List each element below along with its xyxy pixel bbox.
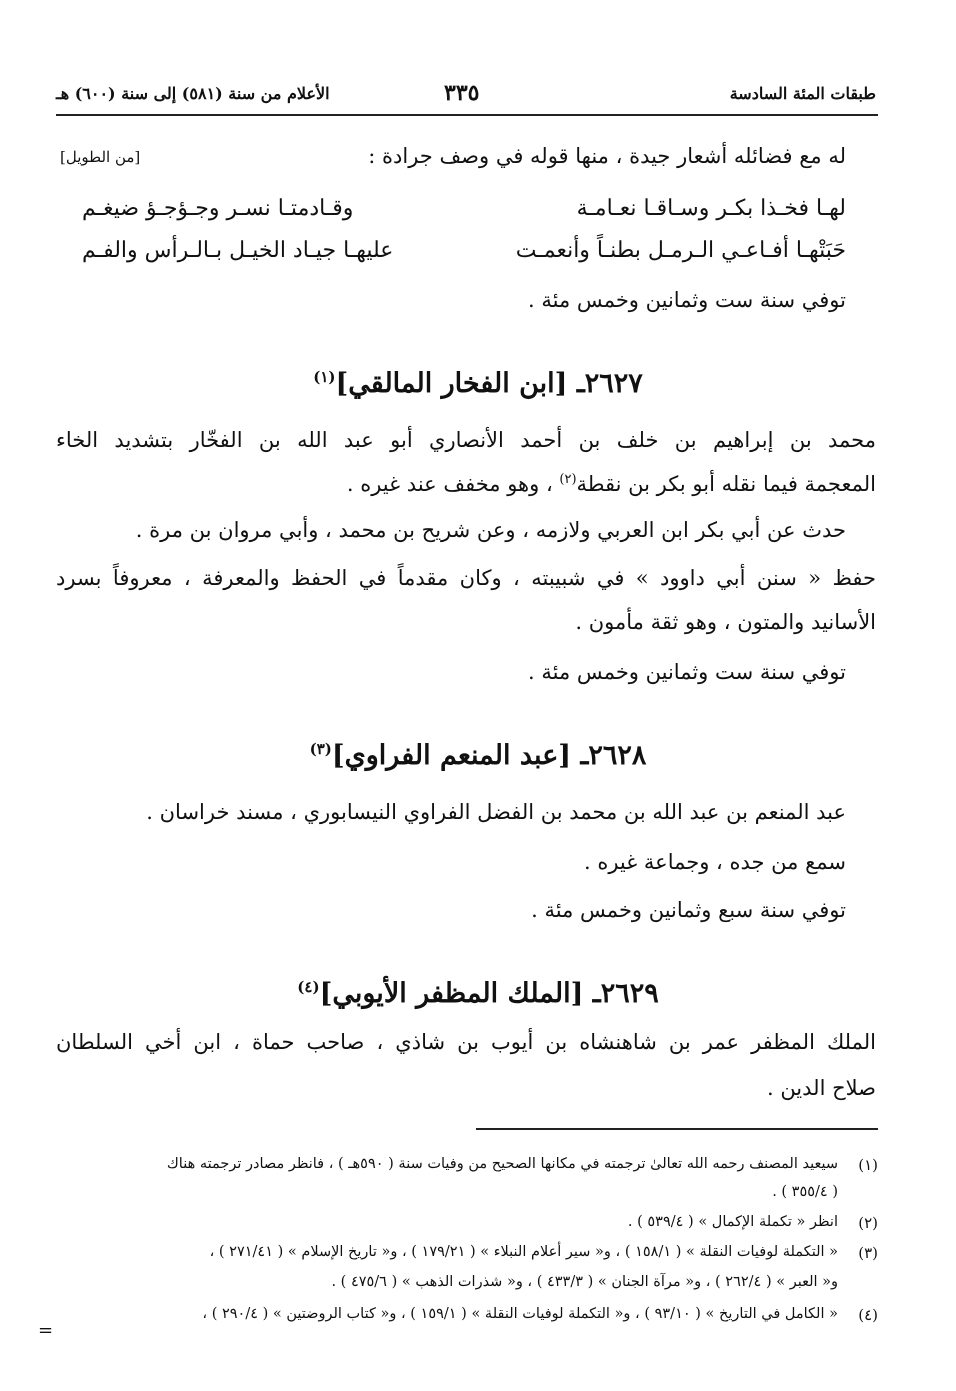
entry-2629-line-1: الملك المظفر عمر بن شاهنشاه بن أيوب بن شاذي ، صاحب حماة ، ابن أخي السلطان: [56, 1030, 876, 1054]
page-number: ٣٣٥: [444, 80, 480, 106]
entry-2627-line-2: المعجمة فيما نقله أبو بكر بن نقطة$^{(٢)}$ ، وهو مخفف عند غيره .: [346, 472, 876, 496]
footnote-number-1: (١): [858, 1156, 878, 1174]
entry-heading-2627: ٢٦٢٧ـ [ابن الفخار المالقي]$^{(١)}$: [313, 368, 643, 399]
meter-label: [من الطويل]: [60, 148, 141, 166]
entry-2628-line-2: سمع من جده ، وجماعة غيره .: [583, 850, 846, 874]
footnote-4-text: « الكامل في التاريخ » ( ٩٣/١٠ ) ، و« التكملة لوفيات النقلة » ( ١٥٩/١ ) ، و« كتاب الروضتين » ( ٢٩٠/٤ ) ،: [202, 1306, 838, 1322]
margin-mark: =: [38, 1320, 54, 1341]
footnote-2-text: انظر « تكملة الإكمال » ( ٥٣٩/٤ ) .: [627, 1214, 838, 1230]
entry-2628-line-1: عبد المنعم بن عبد الله بن محمد بن الفضل الفراوي النيسابوري ، مسند خراسان .: [146, 800, 846, 824]
footnote-ref: (٤): [297, 978, 320, 996]
entry-2629-line-2: صلاح الدين .: [766, 1076, 876, 1100]
entry-heading-2629: ٢٦٢٩ـ [الملك المظفر الأيوبي]$^{(٤)}$: [297, 978, 659, 1009]
footnote-1-cont: ( ٣٥٥/٤ ) .: [772, 1184, 838, 1200]
entry-2627-line-4: حفظ « سنن أبي داوود » في شبيبته ، وكان مقدماً في الحفظ والمعرفة ، معروفاً بسرد: [56, 566, 876, 590]
footnote-ref: (٣): [309, 740, 332, 758]
entry-heading-2628: ٢٦٢٨ـ [عبد المنعم الفراوي]$^{(٣)}$: [309, 740, 647, 771]
entry-2627-line-1: محمد بن إبراهيم بن خلف بن أحمد الأنصاري أبو عبد الله بن الفخّار بتشديد الخاء: [56, 428, 876, 452]
entry-2627-line-5: الأسانيد والمتون ، وهو ثقة مأمون .: [575, 610, 876, 634]
header-range-title: الأعلام من سنة (٥٨١) إلى سنة (٦٠٠) هـ: [56, 84, 330, 103]
verse-2-first-hemistich: حَبَتْهـا أفـاعـي الـرمـل بطنـاً وأنعمـت: [515, 238, 846, 263]
footnote-3-text: « التكملة لوفيات النقلة » ( ١٥٨/١ ) ، و« سير أعلام النبلاء » ( ١٧٩/٢١ ) ، و« تاريخ الإسلام » ( ٢٧١/٤١ ) ،: [209, 1244, 838, 1260]
verse-1-second-hemistich: وقـادمتـا نسـر وجـؤجـؤ ضيغـم: [82, 196, 354, 221]
entry-2627-line-3: حدث عن أبي بكر ابن العربي ولازمه ، وعن شريح بن محمد ، وأبي مروان بن مرة .: [135, 518, 846, 542]
header-rule: [56, 114, 878, 116]
verse-1-first-hemistich: لهـا فخـذا بكـر وسـاقـا نعـامـة: [576, 196, 846, 221]
footnote-number-2: (٢): [858, 1214, 878, 1232]
footnote-number-4: (٤): [858, 1306, 878, 1324]
verse-2-second-hemistich: عليهـا جيـاد الخيـل بـالـرأس والفـم: [82, 238, 394, 263]
header-section-title: طبقات المئة السادسة: [729, 84, 876, 103]
footnote-3-cont: و« العبر » ( ٢٦٢/٤ ) ، و« مرآة الجنان » ( ٤٣٣/٣ ) ، و« شذرات الذهب » ( ٤٧٥/٦ ) .: [331, 1274, 838, 1290]
footnote-number-3: (٣): [858, 1244, 878, 1262]
entry-2628-line-3: توفي سنة سبع وثمانين وخمس مئة .: [531, 898, 846, 922]
footnote-rule: [476, 1128, 878, 1130]
intro-line: له مع فضائله أشعار جيدة ، منها قوله في وصف جرادة :: [368, 144, 846, 168]
entry-2627-line-6: توفي سنة ست وثمانين وخمس مئة .: [528, 660, 846, 684]
intro-death-line: توفي سنة ست وثمانين وخمس مئة .: [528, 288, 846, 312]
footnote-ref: (٢): [559, 472, 577, 487]
footnote-1-text: سيعيد المصنف رحمه الله تعالىٰ ترجمته في مكانها الصحيح من وفيات سنة ( ٥٩٠هـ ) ، فانظر مصادر ترجمته هناك: [166, 1156, 838, 1172]
footnote-ref: (١): [313, 368, 336, 386]
